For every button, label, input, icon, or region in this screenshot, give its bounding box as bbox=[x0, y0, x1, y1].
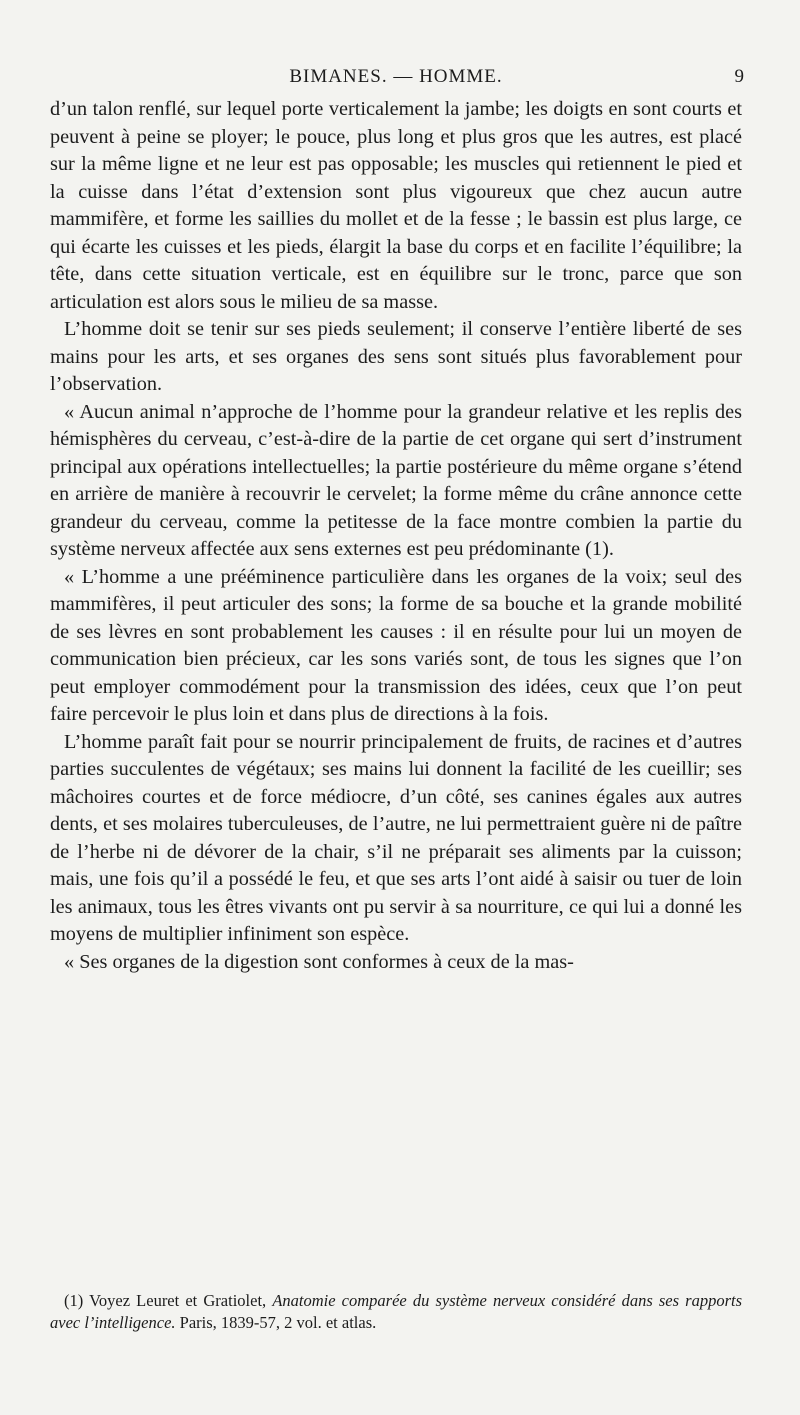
footnote-book-title: Anatomie comparée du système nerveux considéré dans ses rapports avec l’intelligence. bbox=[50, 1291, 743, 1332]
paragraph-voice-organs: « L’homme a une prééminence particulière dans les organes de la voix; seul des mammifères, il peut articuler des sons; la forme de sa bouche et la grande mobilité de ses lèvres en sont probablement les causes : il en résulte pour lui un moyen de communication bien précieux, car les sons variés sont, de tous les signes que l’on peut employer commodément pour la transmission des idées, ceux que l’on peut faire percevoir le plus loin et dans plus de directions à la fois. bbox=[50, 565, 742, 725]
paragraph-digestion: « Ses organes de la digestion sont conformes à ceux de la mas- bbox=[64, 950, 574, 973]
footnote-imprint: Paris, 1839-57, 2 vol. et atlas. bbox=[179, 1313, 377, 1332]
paragraph-standing-posture: L’homme doit se tenir sur ses pieds seulement; il conserve l’entière liberté de ses mains pour les arts, et ses organes des sens sont situés plus favorablement pour l’observation. bbox=[50, 318, 742, 395]
footnote-lead: Voyez Leuret et Gratiolet, bbox=[89, 1291, 267, 1310]
footnote-1 bbox=[50, 1290, 742, 1334]
footnotes bbox=[50, 1290, 742, 1334]
paragraph-nutrition: L’homme paraît fait pour se nourrir principalement de fruits, de racines et d’autres parties succulentes de végétaux; ses mains lui donnent la facilité de les cueillir; ses mâchoires courtes et de force médiocre, d’un côté, ses canines égales aux autres dents, et ses molaires tuberculeuses, de l’autre, ne lui permettraient guère ni de paître de l’herbe ni de dévorer de la chair, s’il ne préparait ses aliments par la cuisson; mais, une fois qu’il a possédé le feu, et que ses arts l’ont aidé à saisir ou tuer de loin les animaux, tous les êtres vivants ont pu servir à sa nourriture, ce qui lui a donné les moyens de multiplier infiniment son espèce. bbox=[50, 730, 742, 945]
running-title: BIMANES. — HOMME. bbox=[289, 66, 503, 87]
running-head bbox=[48, 66, 744, 94]
footnote-marker: (1) bbox=[64, 1291, 84, 1310]
paragraph-continued-leg-description: d’un talon renflé, sur lequel porte verticalement la jambe; les doigts en sont courts et peuvent à peine se ployer; le pouce, plus long et plus gros que les autres, est placé sur la même ligne et ne leur est pas opposable; les muscles qui retiennent le pied et la cuisse dans l’état d’extension sont plus vigoureux que chez aucun autre mammifère, et forme les saillies du mollet et de la fesse ; le bassin est plus large, ce qui écarte les cuisses et les pieds, élargit la base du corps et en facilite l’équilibre; la tête, dans cette situation verticale, est en équilibre sur le tronc, parce que son articulation est alors sous le milieu de sa masse. bbox=[50, 98, 742, 313]
paragraph-brain-hemispheres: « Aucun animal n’approche de l’homme pour la grandeur relative et les replis des hémisphères du cerveau, c’est-à-dire de la partie de cet organe qui sert d’instrument principal aux opérations intellectuelles; la partie postérieure du même organe s’étend en arrière de manière à recouvrir le cervelet; la forme même du crâne annonce cette grandeur du cerveau, comme la petitesse de la face montre combien la partie du système nerveux affectée aux sens externes est peu prédominante (1). bbox=[50, 400, 742, 560]
main-text bbox=[50, 96, 742, 976]
page-number: 9 bbox=[734, 66, 744, 87]
